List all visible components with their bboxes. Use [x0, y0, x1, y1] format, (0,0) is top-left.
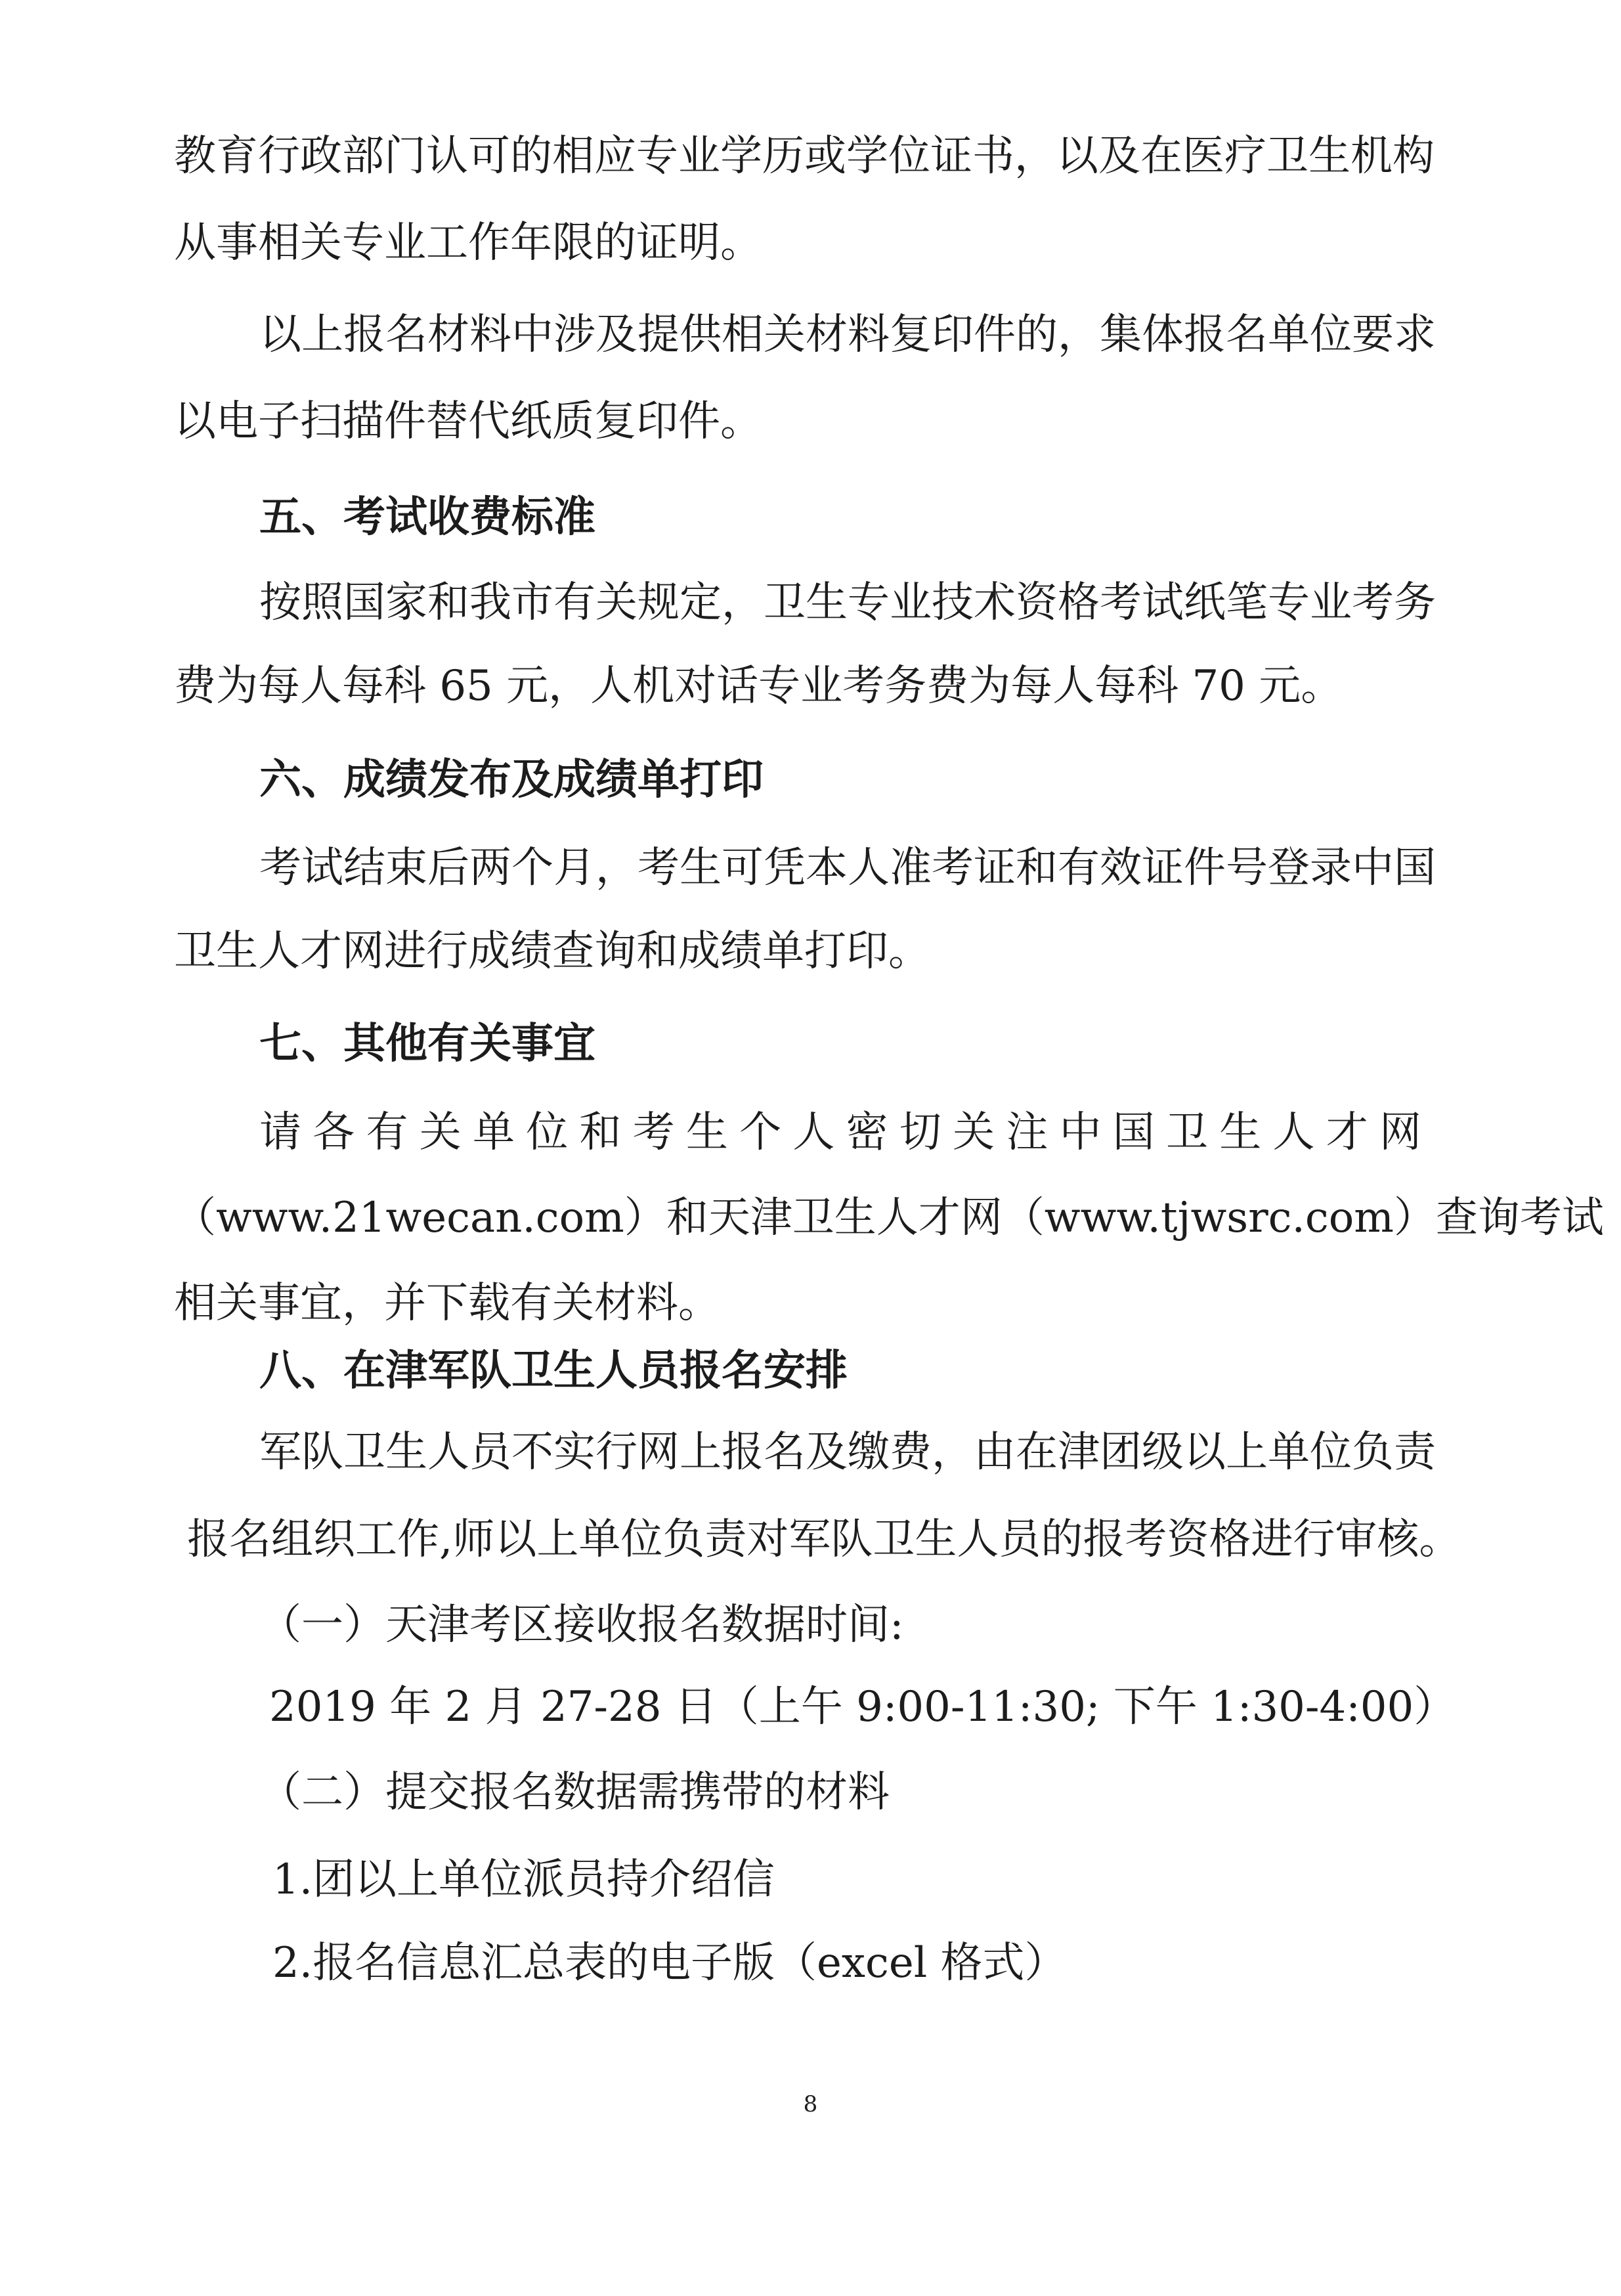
section-heading-results: 六、成绩发布及成绩单打印 — [259, 756, 764, 804]
paragraph-line-date: 2019 年 2 月 27-28 日（上午 9:00-11:30; 下午 1:30-4:00） — [269, 1683, 1456, 1731]
paragraph-line: 军队卫生人员不实行网上报名及缴费，由在津团级以上单位负责 — [259, 1428, 1436, 1477]
paragraph-line: 按照国家和我市有关规定，卫生专业技术资格考试纸笔专业考务 — [259, 578, 1436, 627]
paragraph-line: 报名组织工作,师以上单位负责对军队卫生人员的报考资格进行审核。 — [187, 1515, 1461, 1564]
paragraph-line: 相关事宜，并下载有关材料。 — [174, 1279, 720, 1328]
subsection-heading-time: （一）天津考区接收报名数据时间: — [259, 1601, 904, 1649]
paragraph-line: 费为每人每科 65 元，人机对话专业考务费为每人每科 70 元。 — [174, 662, 1343, 710]
paragraph-line: 教育行政部门认可的相应专业学历或学位证书，以及在医疗卫生机构 — [174, 132, 1435, 181]
page-number: 8 — [803, 2091, 818, 2117]
paragraph-line: 从事相关专业工作年限的证明。 — [174, 219, 762, 267]
paragraph-line: 卫生人才网进行成绩查询和成绩单打印。 — [174, 927, 930, 976]
list-item: 1.团以上单位派员持介绍信 — [272, 1855, 775, 1904]
paragraph-line: 以上报名材料中涉及提供相关材料复印件的，集体报名单位要求 — [259, 311, 1436, 359]
section-heading-other: 七、其他有关事宜 — [259, 1020, 595, 1068]
section-heading-military: 八、在津军队卫生人员报名安排 — [259, 1347, 848, 1395]
list-item: 2.报名信息汇总表的电子版（excel 格式） — [272, 1939, 1067, 1987]
paragraph-line: 考试结束后两个月，考生可凭本人准考证和有效证件号登录中国 — [259, 844, 1436, 892]
paragraph-line-urls: （www.21wecan.com）和天津卫生人才网（www.tjwsrc.com）查询考试 — [174, 1194, 1604, 1242]
section-heading-fee: 五、考试收费标准 — [259, 493, 595, 542]
subsection-heading-materials: （二）提交报名数据需携带的材料 — [259, 1768, 890, 1817]
paragraph-line: 请各有关单位和考生个人密切关注中国卫生人才网 — [259, 1108, 1421, 1157]
paragraph-line: 以电子扫描件替代纸质复印件。 — [174, 397, 762, 446]
